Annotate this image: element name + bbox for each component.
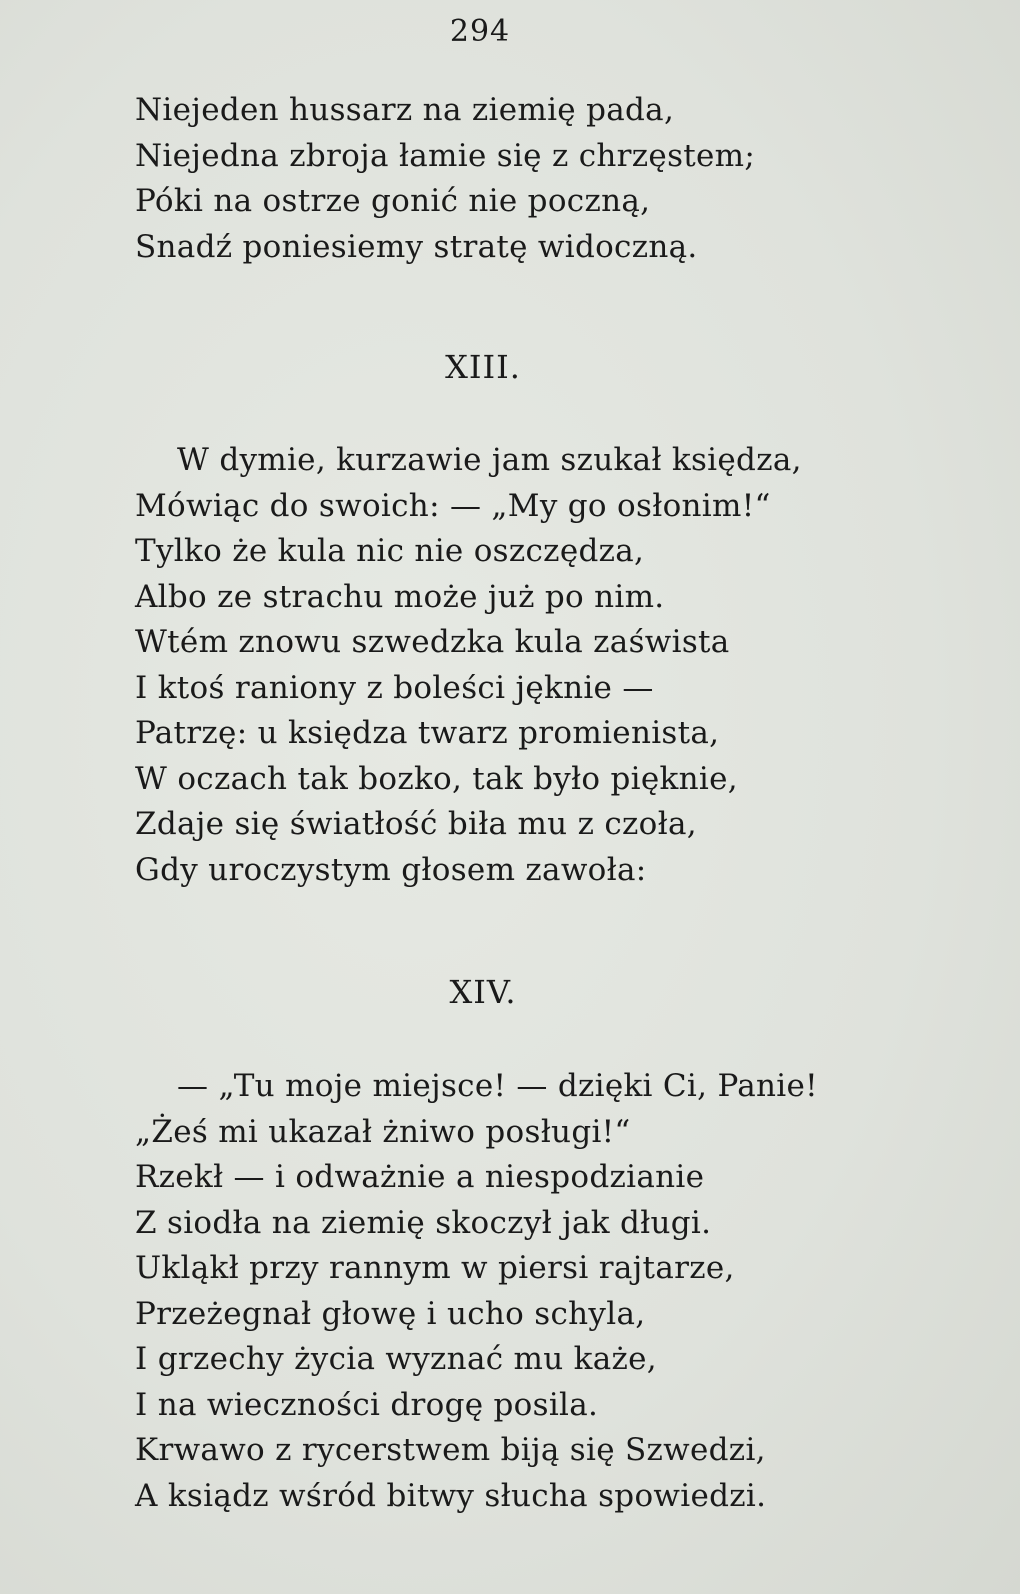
verse-line: „Żeś mi ukazał żniwo posługi!“	[135, 1113, 631, 1150]
verse-line: Niejedna zbroja łamie się z chrzęstem;	[135, 137, 756, 174]
verse-line: Z siodła na ziemię skoczył jak długi.	[135, 1204, 712, 1241]
verse-line: Krwawo z rycerstwem biją się Szwedzi,	[135, 1432, 766, 1468]
verse-line: Rzekł — i odważnie a niespodzianie	[135, 1159, 705, 1195]
verse-line: Tylko że kula nic nie oszczędza,	[135, 533, 645, 569]
stanza-xiv	[135, 1064, 935, 1519]
verse-line: Gdy uroczystym głosem zawoła:	[135, 851, 647, 888]
verse-line: Przeżegnał głowę i ucho schyla,	[135, 1295, 646, 1332]
verse-line: Ukląkł przy rannym w piersi rajtarze,	[135, 1250, 735, 1286]
verse-line: A ksiądz wśród bitwy słucha spowiedzi.	[135, 1477, 767, 1514]
verse-line: Wtém znowu szwedzka kula zaśwista	[135, 624, 730, 660]
verse-line: I grzechy życia wyznać mu każe,	[135, 1341, 657, 1377]
section-heading-xiii: XIII.	[445, 348, 521, 386]
verse-line: Póki na ostrze gonić nie poczną,	[135, 183, 651, 219]
verse-line: Niejeden hussarz na ziemię pada,	[135, 92, 675, 128]
section-heading-xiv: XIV.	[449, 973, 517, 1011]
verse-line: I ktoś raniony z boleści jęknie —	[135, 669, 654, 706]
verse-line: Zdaje się światłość biła mu z czoła,	[135, 806, 697, 842]
verse-line: Patrzę: u księdza twarz promienista,	[135, 715, 720, 751]
verse-line: I na wieczności drogę posila.	[135, 1386, 599, 1423]
verse-line: Mówiąc do swoich: — „My go osłonim!“	[135, 487, 771, 524]
page-number: 294	[449, 14, 511, 49]
verse-line: Snadź poniesiemy stratę widoczną.	[135, 228, 698, 265]
stanza-opening	[135, 88, 935, 270]
verse-line: W dymie, kurzawie jam szukał księdza,	[177, 442, 802, 478]
verse-line: W oczach tak bozko, tak było pięknie,	[135, 760, 738, 797]
verse-line: Albo ze strachu może już po nim.	[135, 578, 665, 615]
stanza-xiii	[135, 438, 935, 893]
verse-line: — „Tu moje miejsce! — dzięki Ci, Panie!	[177, 1068, 818, 1104]
